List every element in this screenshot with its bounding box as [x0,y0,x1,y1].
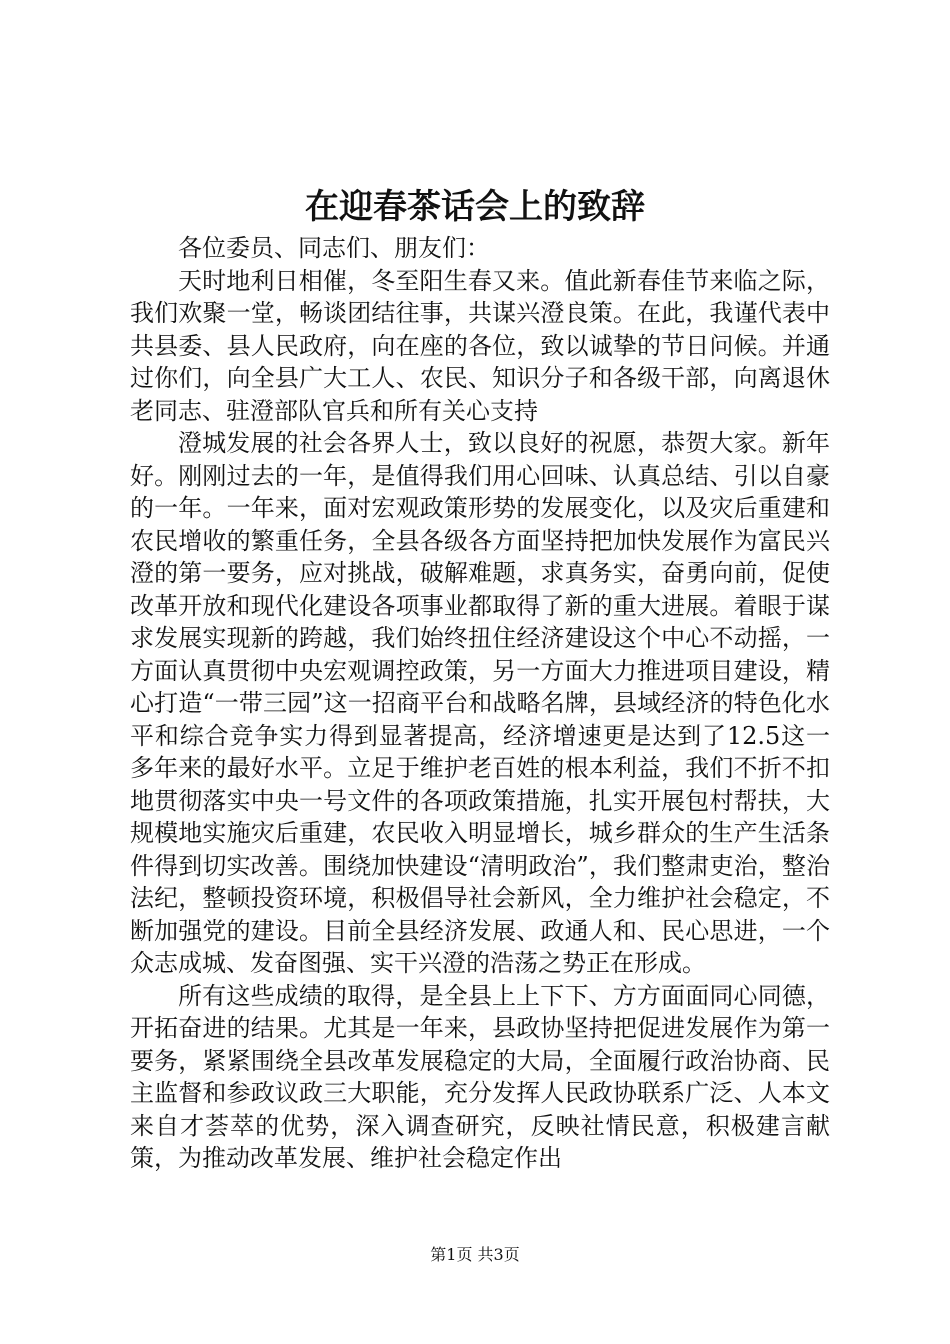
document-body [130,232,830,1175]
paragraph-3: 所有这些成绩的取得，是全县上上下下、方方面面同心同德，开拓奋进的结果。尤其是一年来，县政协坚持把促进发展作为第一要务，紧紧围绕全县改革发展稳定的大局，全面履行政治协商、民主监督和参政议政三大职能，充分发挥人民政协联系广泛、人本文来自才荟萃的优势，深入调查研究，反映社情民意，积极建言献策，为推动改革发展、维护社会稳定作出 [130,981,830,1172]
document-title: 在迎春茶话会上的致辞 [305,187,645,227]
paragraph-1: 天时地利日相催，冬至阳生春又来。值此新春佳节来临之际，我们欢聚一堂，畅谈团结往事，共谋兴澄良策。在此，我谨代表中共县委、县人民政府，向在座的各位，致以诚挚的节日问候。并通过你们，向全县广大工人、农民、知识分子和各级干部，向离退休老同志、驻澄部队官兵和所有关心支持 [130,266,830,425]
page-footer: 第1页 共3页 [430,1245,520,1264]
paragraph-2: 澄城发展的社会各界人士，致以良好的祝愿，恭贺大家。新年好。刚刚过去的一年，是值得我们用心回味、认真总结、引以自豪的一年。一年来，面对宏观政策形势的发展变化，以及灾后重建和农民增收的繁重任务，全县各级各方面坚持把加快发展作为富民兴澄的第一要务，应对挑战，破解难题，求真务实，奋勇向前，促使改革开放和现代化建设各项事业都取得了新的重大进展。着眼于谋求发展实现新的跨越，我们始终扭住经济建设这个中心不动摇，一方面认真贯彻中央宏观调控政策，另一方面大力推进项目建设，精心打造“一带三园”这一招商平台和战略名牌，县域经济的特色化水平和综合竞争实力得到显著提高，经济增速更是达到了12.5这一多年来的最好水平。立足于维护老百姓的根本利益，我们不折不扣地贯彻落实中央一号文件的各项政策措施，扎实开展包村帮扶，大规模地实施灾后重建，农民收入明显增长，城乡群众的生产生活条件得到切实改善。围绕加快建设“清明政治”，我们整肃吏治，整治法纪，整顿投资环境，积极倡导社会新风，全力维护社会稳定，不断加强党的建设。目前全县经济发展、政通人和、民心思进，一个众志成城、发奋图强、实干兴澄的浩荡之势正在形成。 [130,429,830,977]
salutation: 各位委员、同志们、朋友们： [178,234,490,262]
